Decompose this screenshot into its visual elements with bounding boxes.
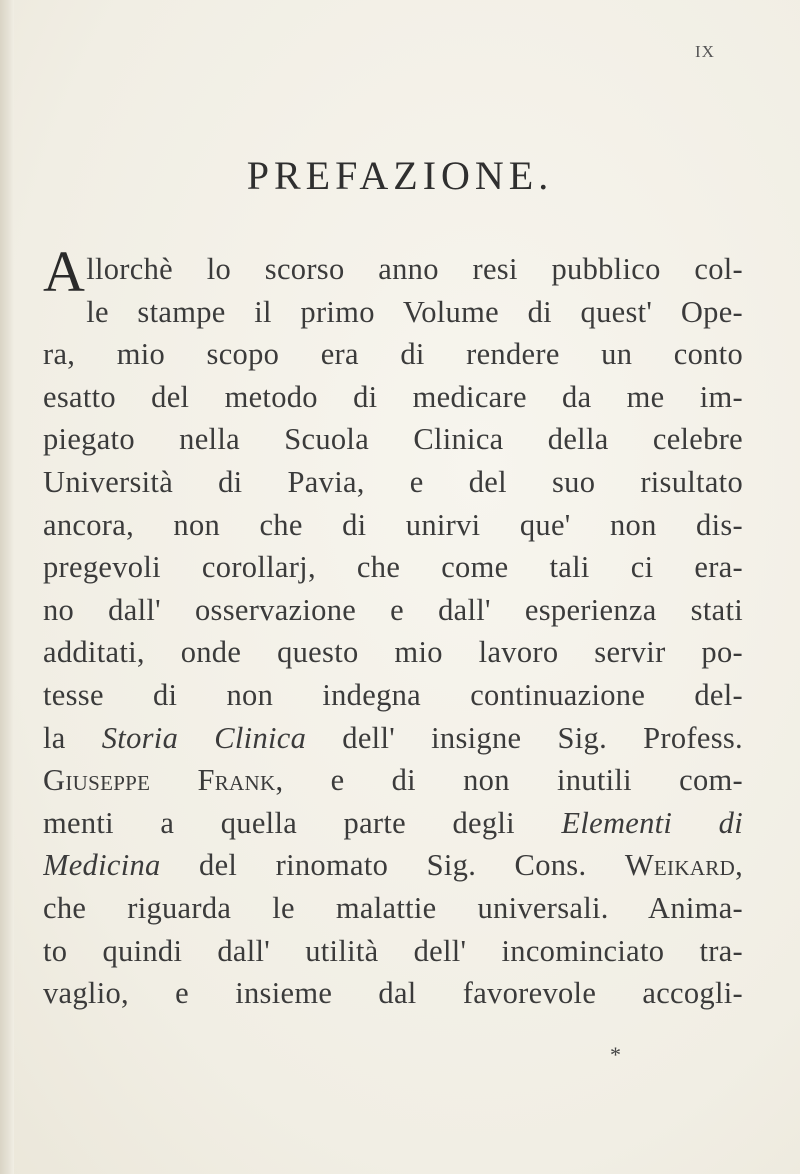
body-paragraph <box>43 239 743 1015</box>
section-heading: PREFAZIONE. <box>246 153 554 198</box>
text-line: Università di Pavia, e del suo risultato <box>43 464 743 499</box>
text-line: esatto del metodo di medicare da me im- <box>43 379 743 414</box>
italic-title-elementi: Elementi di <box>561 805 743 840</box>
text-line: ra, mio scopo era di rendere un conto <box>43 337 743 372</box>
text-line: piegato nella Scuola Clinica della celebre <box>43 422 743 457</box>
text-line: tesse di non indegna continuazione del- <box>43 677 743 712</box>
text-line: llorchè lo scorso anno resi pubblico col- <box>86 252 743 286</box>
text-line: pregevoli corollarj, che come tali ci era- <box>43 550 743 585</box>
text-line: to quindi dall' utilità dell' incominciato tra- <box>43 933 743 968</box>
text-line-weikard <box>43 844 743 887</box>
text-line: no dall' osservazione e dall' esperienza stati <box>43 592 743 627</box>
text-line: additati, onde questo mio lavoro servir po- <box>43 635 743 670</box>
text-line-elementi <box>43 802 743 845</box>
text-fragment: dell' insigne Sig. Profess. <box>306 720 743 755</box>
page-number: IX <box>695 42 715 61</box>
author-name-frank: Giuseppe Frank <box>43 763 276 798</box>
text-line-giuseppe-frank <box>43 759 743 802</box>
text-line: vaglio, e insieme dal favorevole accogli- <box>43 976 743 1011</box>
drop-cap-letter: A <box>43 239 86 304</box>
author-name-weikard: Weikard <box>624 848 736 883</box>
italic-title-storia-clinica: Storia Clinica <box>101 720 307 755</box>
text-fragment: la <box>43 720 102 755</box>
text-line: ancora, non che di unirvi que' non dis- <box>43 507 743 542</box>
signature-mark: * <box>610 1042 621 1067</box>
text-fragment: , <box>735 848 743 883</box>
text-line: che riguarda le malattie universali. Anima- <box>43 890 743 925</box>
text-line-storia-clinica <box>43 717 743 760</box>
text-fragment: del rinomato Sig. Cons. <box>160 848 625 883</box>
text-fragment: menti a quella parte degli <box>43 805 562 840</box>
text-line: le stampe il primo Volume di quest' Ope- <box>86 294 743 329</box>
italic-title-medicina: Medicina <box>43 848 161 883</box>
text-fragment: , e di non inutili com- <box>275 763 743 798</box>
